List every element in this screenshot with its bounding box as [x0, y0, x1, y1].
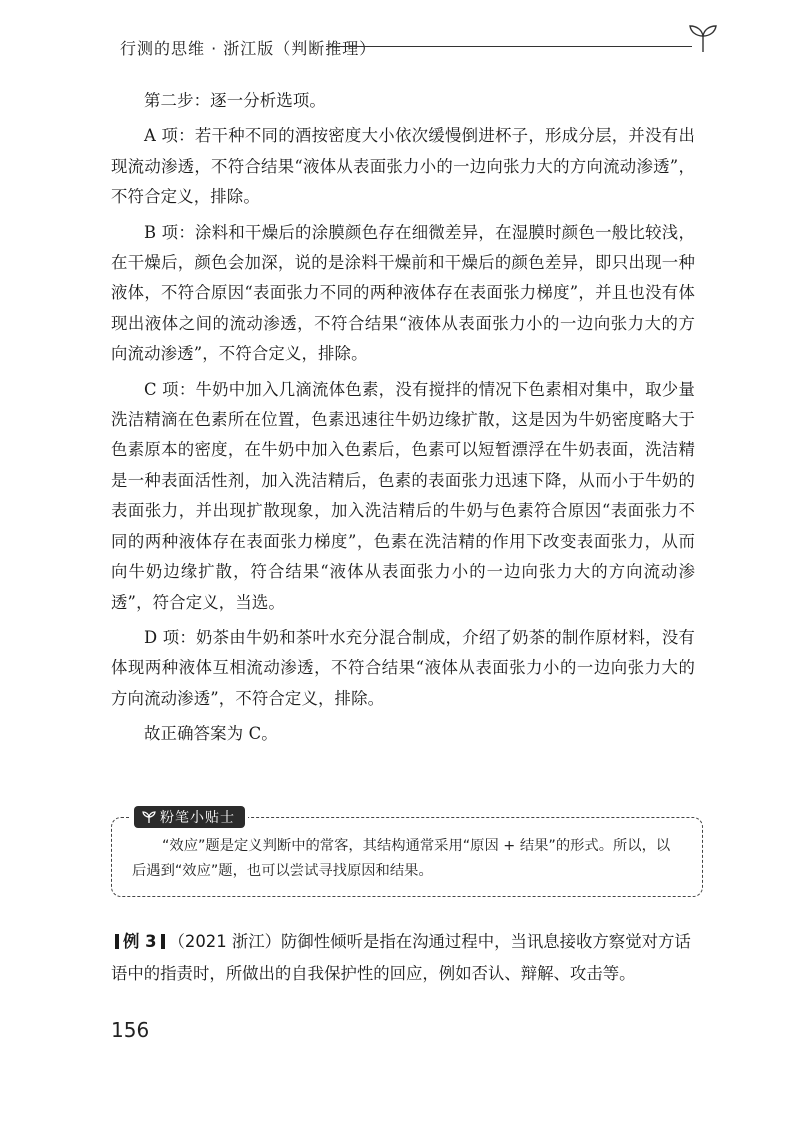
tip-text: “效应”题是定义判断中的常客，其结构通常采用“原因 + 结果”的形式。所以，以后遇到“效应”题，也可以尝试寻找原因和结果。	[132, 838, 671, 879]
tip-badge	[134, 806, 245, 828]
page-number: 156	[111, 1018, 150, 1042]
example-bar-right	[161, 934, 165, 949]
paragraph-option-c: C 项：牛奶中加入几滴流体色素，没有搅拌的情况下色素相对集中，取少量洗洁精滴在色素所在位置，色素迅速往牛奶边缘扩散，这是因为牛奶密度略大于色素原本的密度，在牛奶中加入色素后，色素可以短暂漂浮在牛奶表面，洗洁精是一种表面活性剂，加入洗洁精后，色素的表面张力迅速下降，从而小于牛奶的表面张力，并出现扩散现象，加入洗洁精后的牛奶与色素符合原因“表面张力不同的两种液体存在表面张力梯度”，色素在洗洁精的作用下改变表面张力，从而向牛奶边缘扩散，符合结果“液体从表面张力小的一边向张力大的方向流动渗透”，符合定义，当选。	[111, 379, 695, 612]
paragraph-option-b: B 项：涂料和干燥后的涂膜颜色存在细微差异，在湿膜时颜色一般比较浅，在干燥后，颜色会加深，说的是涂料干燥前和干燥后的颜色差异，即只出现一种液体，不符合原因“表面张力不同的两种液体存在表面张力梯度”，并且也没有体现出液体之间的流动渗透，不符合结果“液体从表面张力小的一边向张力大的方向流动渗透”，不符合定义，排除。	[111, 222, 695, 364]
main-text	[111, 86, 695, 755]
example-bar-left	[115, 934, 119, 949]
running-header	[120, 34, 720, 64]
sprout-icon	[142, 810, 156, 824]
example-text: （2021 浙江）防御性倾听是指在沟通过程中，当讯息接收方察觉对方话语中的指责时，所做出的自我保护性的回应，例如否认、辩解、攻击等。	[111, 932, 691, 983]
paragraph-option-a: A 项：若干种不同的酒按密度大小依次缓慢倒进杯子，形成分层，并没有出现流动渗透，不符合结果“液体从表面张力小的一边向张力大的方向流动渗透”，不符合定义，排除。	[111, 126, 695, 207]
paragraph-option-d: D 项：奶茶由牛奶和茶叶水充分混合制成，介绍了奶茶的制作原材料，没有体现两种液体互相流动渗透，不符合结果“液体从表面张力小的一边向张力大的方向流动渗透”，不符合定义，排除。	[111, 627, 695, 708]
header-title: 行测的思维 · 浙江版（判断推理）	[120, 39, 377, 58]
header-rule	[326, 46, 692, 47]
tip-label: 粉笔小贴士	[160, 810, 235, 826]
example-question	[111, 926, 701, 990]
paragraph-step: 第二步：逐一分析选项。	[144, 91, 326, 110]
tip-box	[111, 810, 703, 897]
paragraph-answer: 故正确答案为 C。	[144, 724, 278, 744]
sprout-icon	[686, 20, 720, 54]
example-label: 例 3	[123, 932, 157, 951]
